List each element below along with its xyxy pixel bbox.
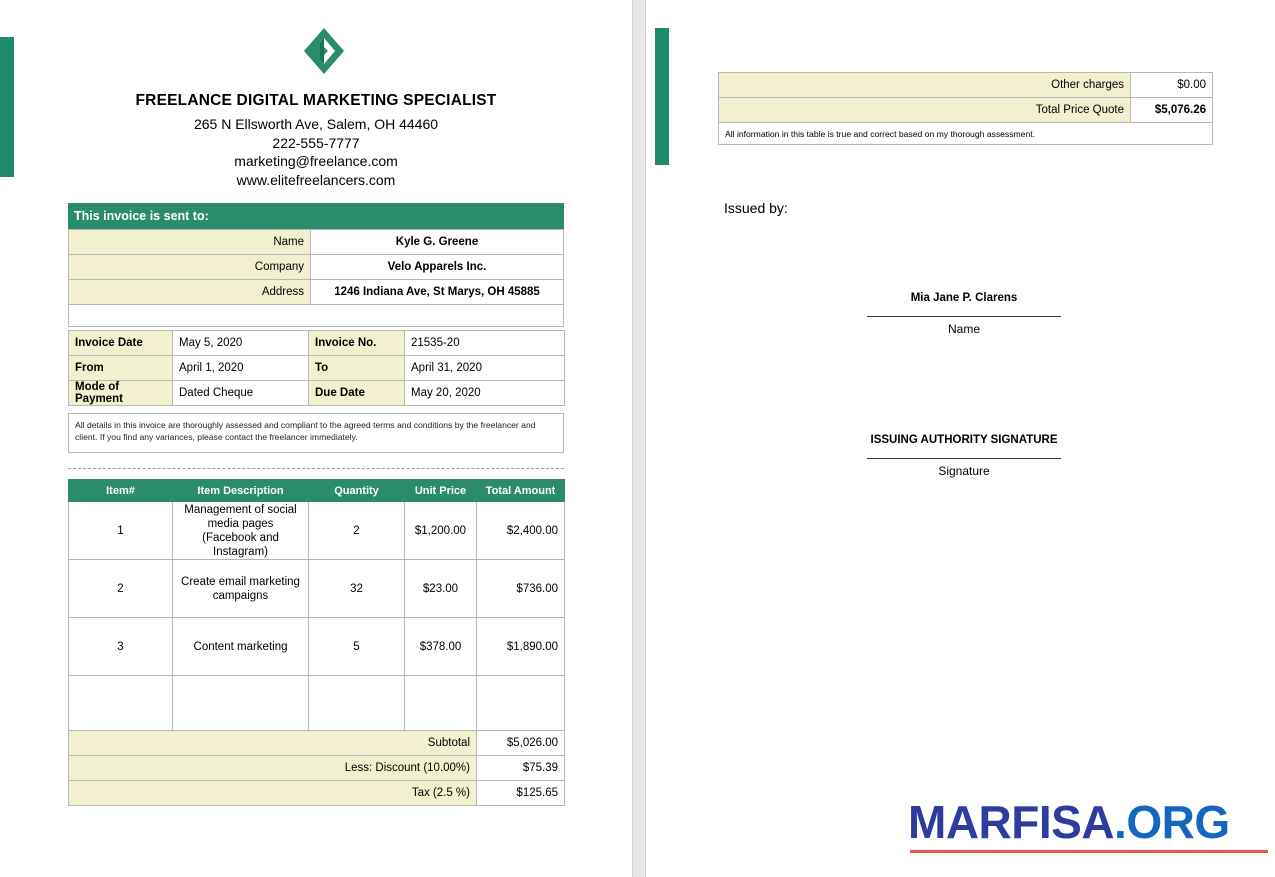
signatory-name-rule xyxy=(867,316,1061,317)
other-charges-value: $0.00 xyxy=(1131,73,1213,98)
line-items-table xyxy=(68,479,565,806)
table-row xyxy=(69,331,565,356)
decorative-green-bar-right xyxy=(655,28,669,165)
section-divider xyxy=(68,468,564,469)
tax-label: Tax (2.5 %) xyxy=(69,781,477,806)
invoice-date-label: Invoice Date xyxy=(69,331,173,356)
table-row xyxy=(69,560,565,618)
table-row xyxy=(69,731,565,756)
item-number: 1 xyxy=(69,502,173,560)
table-row xyxy=(719,98,1213,123)
table-row xyxy=(69,502,565,560)
charges-table xyxy=(718,72,1213,145)
recipient-address-value: 1246 Indiana Ave, St Marys, OH 45885 xyxy=(311,280,564,305)
table-row xyxy=(69,781,565,806)
table-row xyxy=(69,618,565,676)
company-address: 265 N Ellsworth Ave, Salem, OH 44460 xyxy=(193,116,439,132)
item-unit-price: $378.00 xyxy=(405,618,477,676)
subtotal-label: Subtotal xyxy=(69,731,477,756)
item-unit-price xyxy=(405,676,477,731)
invoice-recipient-title: This invoice is sent to: xyxy=(68,203,564,229)
table-row xyxy=(69,280,564,305)
recipient-table xyxy=(68,229,564,327)
table-row xyxy=(719,73,1213,98)
item-description: Content marketing xyxy=(173,618,309,676)
recipient-name-label: Name xyxy=(69,230,311,255)
item-unit-price: $23.00 xyxy=(405,560,477,618)
item-number: 2 xyxy=(69,560,173,618)
period-from-label: From xyxy=(69,356,173,381)
item-total: $2,400.00 xyxy=(477,502,565,560)
issuing-authority-title: ISSUING AUTHORITY SIGNATURE xyxy=(870,434,1058,446)
recipient-company-value: Velo Apparels Inc. xyxy=(311,255,564,280)
table-header-row xyxy=(69,480,565,502)
due-date-value: May 20, 2020 xyxy=(405,381,565,406)
signatory-name-caption: Name xyxy=(947,322,980,336)
company-phone: 222-555-7777 xyxy=(272,134,360,151)
signature-rule xyxy=(867,458,1061,459)
tax-value: $125.65 xyxy=(477,781,565,806)
discount-value: $75.39 xyxy=(477,756,565,781)
payment-mode-value: Dated Cheque xyxy=(173,381,309,406)
period-to-label: To xyxy=(309,356,405,381)
item-description: Management of social media pages (Facebook and Instagram) xyxy=(173,502,309,560)
table-row xyxy=(69,255,564,280)
watermark-text-secondary: .ORG xyxy=(1114,796,1230,848)
page-gutter xyxy=(632,0,646,877)
item-quantity: 5 xyxy=(309,618,405,676)
table-row xyxy=(69,230,564,255)
issued-by-label: Issued by: xyxy=(724,200,788,216)
item-quantity: 32 xyxy=(309,560,405,618)
payment-mode-label: Mode of Payment xyxy=(69,381,173,406)
table-row xyxy=(69,676,565,731)
watermark-text-primary: MARFISA xyxy=(908,796,1115,848)
item-description xyxy=(173,676,309,731)
item-total: $736.00 xyxy=(477,560,565,618)
discount-label: Less: Discount (10.00%) xyxy=(69,756,477,781)
subtotal-value: $5,026.00 xyxy=(477,731,565,756)
recipient-address-label: Address xyxy=(69,280,311,305)
table-row xyxy=(69,381,565,406)
recipient-spacer-cell xyxy=(69,305,564,327)
decorative-green-bar-left xyxy=(0,37,14,177)
column-header-quantity: Quantity xyxy=(309,480,405,502)
recipient-company-label: Company xyxy=(69,255,311,280)
company-name: FREELANCE DIGITAL MARKETING SPECIALIST xyxy=(135,92,497,109)
invoice-disclaimer: All details in this invoice are thoroughly assessed and compliant to the agreed terms and conditions by the freelancer and client. If you find any variances, please contact the freelancer immediately. xyxy=(68,413,564,453)
period-to-value: April 31, 2020 xyxy=(405,356,565,381)
column-header-description: Item Description xyxy=(173,480,309,502)
signature-caption: Signature xyxy=(938,464,990,478)
item-quantity xyxy=(309,676,405,731)
table-row xyxy=(69,756,565,781)
table-row xyxy=(69,356,565,381)
invoice-page-left xyxy=(0,0,632,877)
column-header-item-num: Item# xyxy=(69,480,173,502)
total-price-quote-value: $5,076.26 xyxy=(1131,98,1213,123)
invoice-no-label: Invoice No. xyxy=(309,331,405,356)
diamond-logo-icon xyxy=(302,26,346,76)
total-price-quote-label: Total Price Quote xyxy=(719,98,1131,123)
company-email: marketing@freelance.com xyxy=(234,153,398,169)
watermark xyxy=(908,795,1230,849)
table-row xyxy=(719,123,1213,145)
item-quantity: 2 xyxy=(309,502,405,560)
item-total xyxy=(477,676,565,731)
recipient-name-value: Kyle G. Greene xyxy=(311,230,564,255)
item-number xyxy=(69,676,173,731)
signatory-name: Mia Jane P. Clarens xyxy=(910,292,1018,304)
column-header-unit-price: Unit Price xyxy=(405,480,477,502)
charges-note: All information in this table is true and correct based on my thorough assessment. xyxy=(719,123,1213,145)
item-unit-price: $1,200.00 xyxy=(405,502,477,560)
period-from-value: April 1, 2020 xyxy=(173,356,309,381)
company-header xyxy=(68,92,564,189)
other-charges-label: Other charges xyxy=(719,73,1131,98)
invoice-meta-table xyxy=(68,330,565,406)
table-row xyxy=(69,305,564,327)
column-header-total-amount: Total Amount xyxy=(477,480,565,502)
item-number: 3 xyxy=(69,618,173,676)
watermark-underline xyxy=(910,850,1268,853)
invoice-no-value: 21535-20 xyxy=(405,331,565,356)
item-total: $1,890.00 xyxy=(477,618,565,676)
company-website: www.elitefreelancers.com xyxy=(236,171,396,188)
item-description: Create email marketing campaigns xyxy=(173,560,309,618)
due-date-label: Due Date xyxy=(309,381,405,406)
invoice-date-value: May 5, 2020 xyxy=(173,331,309,356)
